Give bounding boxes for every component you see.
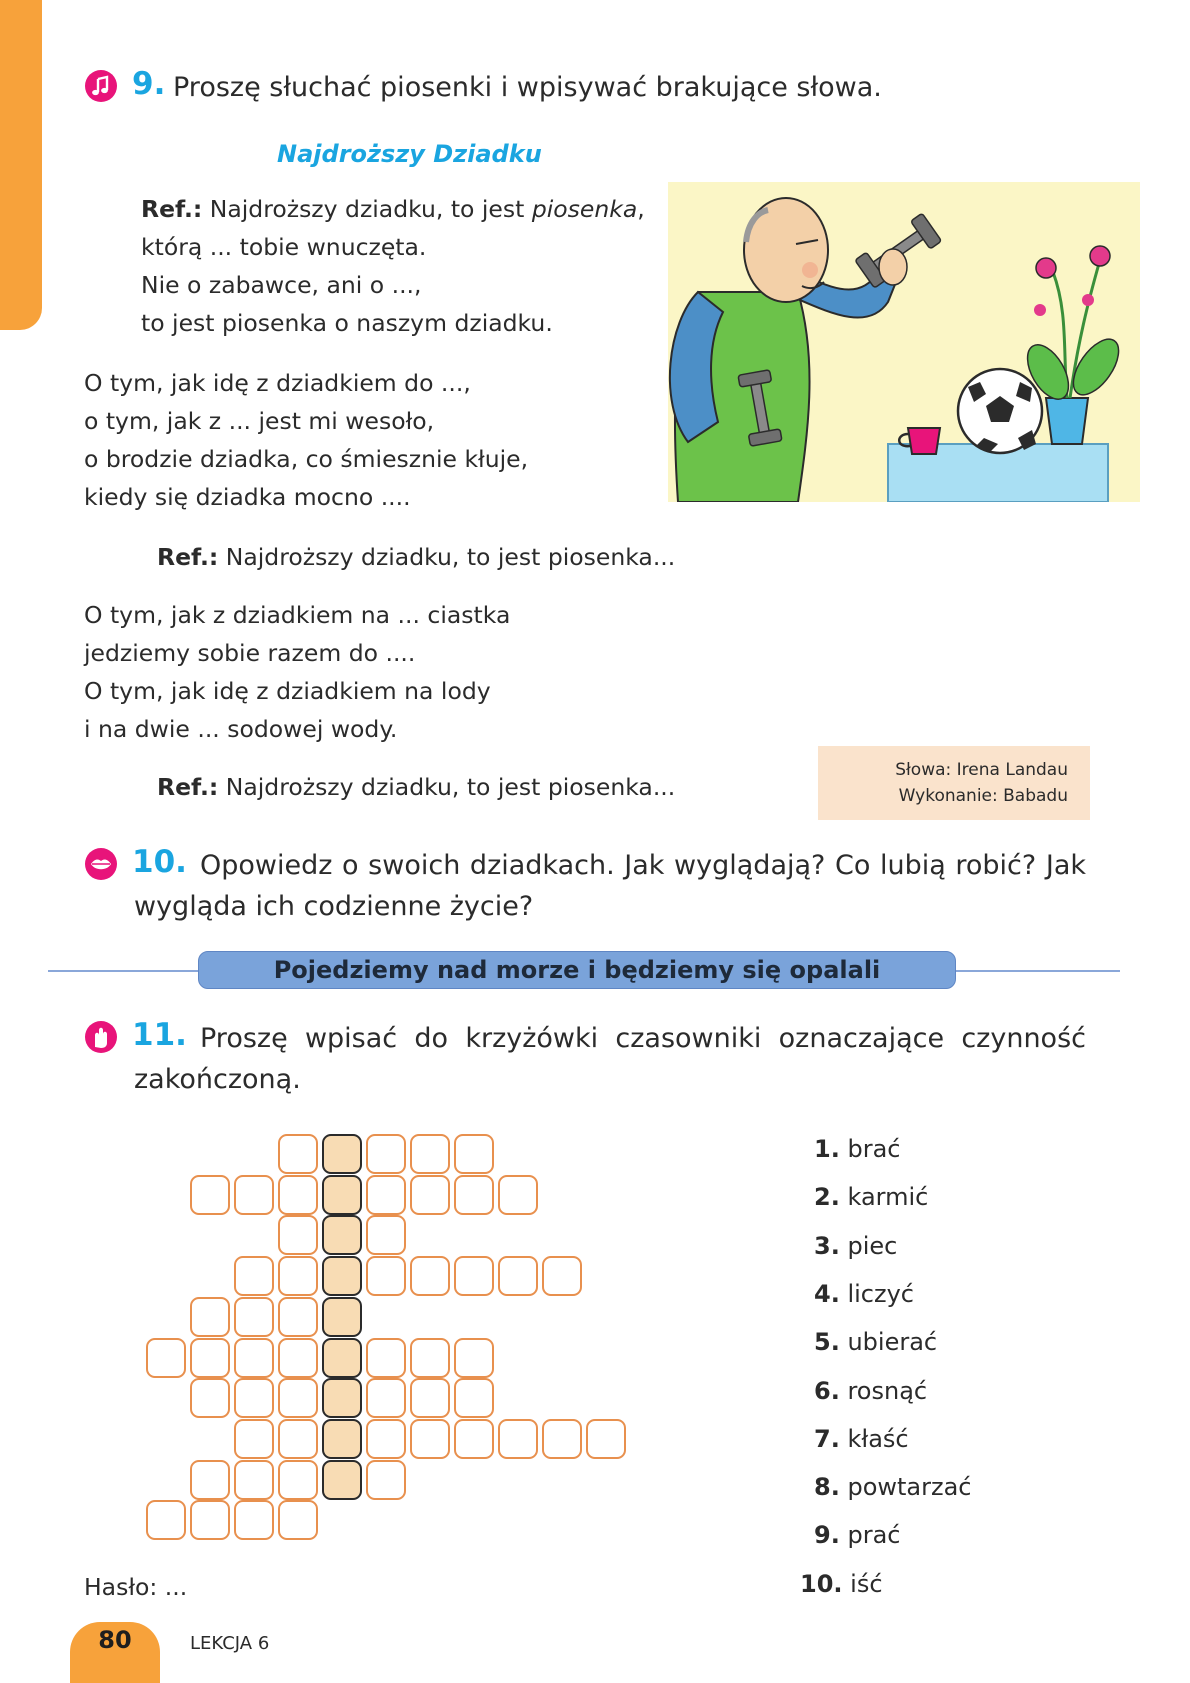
crossword-cell[interactable] xyxy=(278,1215,318,1255)
crossword-key-cell[interactable] xyxy=(322,1134,362,1174)
crossword-key-cell[interactable] xyxy=(322,1256,362,1296)
clue-word: liczyć xyxy=(847,1279,914,1308)
clue-word: powtarzać xyxy=(847,1473,972,1502)
crossword-cell[interactable] xyxy=(278,1297,318,1337)
crossword-cell[interactable] xyxy=(278,1134,318,1174)
crossword-cell[interactable] xyxy=(234,1297,274,1337)
lips-icon xyxy=(85,848,117,880)
crossword-cell[interactable] xyxy=(454,1419,494,1459)
crossword-cell[interactable] xyxy=(366,1460,406,1500)
crossword-cell[interactable] xyxy=(234,1338,274,1378)
song-title: Najdroższy Dziadku xyxy=(277,140,542,168)
side-tab xyxy=(0,0,42,330)
crossword-cell[interactable] xyxy=(278,1175,318,1215)
clue-item xyxy=(814,1327,937,1357)
verse-2-line: O tym, jak idę z dziadkiem na lody xyxy=(84,677,491,705)
lesson-label: LEKCJA 6 xyxy=(190,1633,270,1654)
exercise-10-number: 10. xyxy=(132,844,187,880)
crossword-cell[interactable] xyxy=(366,1175,406,1215)
crossword-cell[interactable] xyxy=(278,1338,318,1378)
verse-2-line: i na dwie ... sodowej wody. xyxy=(84,715,398,743)
crossword-key-cell[interactable] xyxy=(322,1460,362,1500)
clue-number: 3. xyxy=(814,1231,840,1260)
clue-item xyxy=(814,1231,897,1261)
crossword-cell[interactable] xyxy=(234,1419,274,1459)
refrain-line-2: którą ... tobie wnuczęta. xyxy=(141,233,427,261)
clue-item xyxy=(814,1424,909,1454)
crossword-cell[interactable] xyxy=(542,1419,582,1459)
clue-item xyxy=(814,1182,928,1212)
exercise-9-number: 9. xyxy=(132,66,166,102)
crossword-cell[interactable] xyxy=(454,1338,494,1378)
clue-word: ubierać xyxy=(847,1328,938,1357)
clue-word: brać xyxy=(847,1135,901,1163)
clue-number: 7. xyxy=(814,1424,840,1453)
crossword-cell[interactable] xyxy=(454,1256,494,1296)
crossword-cell[interactable] xyxy=(190,1297,230,1337)
clue-number: 9. xyxy=(814,1521,840,1550)
clue-number: 10. xyxy=(800,1569,843,1598)
crossword-cell[interactable] xyxy=(234,1175,274,1215)
crossword-cell[interactable] xyxy=(410,1419,450,1459)
crossword-key-cell[interactable] xyxy=(322,1297,362,1337)
crossword-cell[interactable] xyxy=(410,1256,450,1296)
refrain-short-1: Ref.: Najdroższy dziadku, to jest piosenka... xyxy=(157,543,676,571)
crossword-cell[interactable] xyxy=(586,1419,626,1459)
crossword-clues xyxy=(800,1134,1074,1598)
crossword-cell[interactable] xyxy=(410,1338,450,1378)
clue-word: kłaść xyxy=(847,1424,909,1453)
clue-number: 4. xyxy=(814,1279,840,1308)
crossword-cell[interactable] xyxy=(410,1175,450,1215)
refrain-line-4: to jest piosenka o naszym dziadku. xyxy=(141,309,553,337)
credits-performance: Wykonanie: Babadu xyxy=(898,786,1068,806)
crossword-cell[interactable] xyxy=(278,1378,318,1418)
exercise-11-instruction-line-2: zakończoną. xyxy=(134,1064,301,1095)
clue-number: 6. xyxy=(814,1376,840,1405)
credits-words: Słowa: Irena Landau xyxy=(895,760,1068,780)
clue-number: 5. xyxy=(814,1328,840,1357)
clue-word: prać xyxy=(847,1521,901,1550)
song-credits xyxy=(818,746,1090,820)
crossword-cell[interactable] xyxy=(498,1256,538,1296)
clue-item xyxy=(814,1376,927,1406)
crossword-cell[interactable] xyxy=(454,1175,494,1215)
crossword-cell[interactable] xyxy=(410,1378,450,1418)
crossword-key-cell[interactable] xyxy=(322,1419,362,1459)
crossword-cell[interactable] xyxy=(278,1460,318,1500)
crossword-key-cell[interactable] xyxy=(322,1338,362,1378)
crossword-cell[interactable] xyxy=(234,1500,274,1540)
crossword-cell[interactable] xyxy=(366,1378,406,1418)
music-note-icon xyxy=(85,70,117,102)
exercise-11-instruction-line-1: Proszę wpisać do krzyżówki czasowniki oznaczające czynność xyxy=(200,1023,1086,1054)
exercise-11-number: 11. xyxy=(132,1017,187,1053)
clue-word: piec xyxy=(847,1231,898,1260)
refrain-line-1: Ref.: Najdroższy dziadku, to jest piosenka, xyxy=(141,195,645,223)
refrain-line-3: Nie o zabawce, ani o ..., xyxy=(141,271,422,299)
refrain-short-2: Ref.: Najdroższy dziadku, to jest piosenka... xyxy=(157,773,676,801)
crossword-cell[interactable] xyxy=(366,1338,406,1378)
clue-item xyxy=(814,1520,900,1550)
clue-number: 8. xyxy=(814,1473,840,1502)
exercise-10-instruction-line-1: Opowiedz o swoich dziadkach. Jak wyglądają? Co lubią robić? Jak xyxy=(200,850,1086,881)
crossword-cell[interactable] xyxy=(454,1378,494,1418)
password-label: Hasło: ... xyxy=(84,1573,188,1601)
crossword-cell[interactable] xyxy=(190,1378,230,1418)
clue-item xyxy=(814,1472,972,1502)
verse-2-line: O tym, jak z dziadkiem na ... ciastka xyxy=(84,601,511,629)
crossword-cell[interactable] xyxy=(454,1134,494,1174)
clue-word: iść xyxy=(850,1569,883,1598)
crossword-cell[interactable] xyxy=(190,1175,230,1215)
crossword-key-cell[interactable] xyxy=(322,1215,362,1255)
crossword-cell[interactable] xyxy=(146,1500,186,1540)
clue-number: 1. xyxy=(814,1135,840,1163)
crossword-cell[interactable] xyxy=(278,1419,318,1459)
crossword-cell[interactable] xyxy=(366,1134,406,1174)
crossword-cell[interactable] xyxy=(542,1256,582,1296)
clue-number: 2. xyxy=(814,1183,840,1212)
crossword-cell[interactable] xyxy=(366,1419,406,1459)
crossword-cell[interactable] xyxy=(278,1500,318,1540)
clue-word: rosnąć xyxy=(847,1376,928,1405)
section-banner: Pojedziemy nad morze i będziemy się opalali xyxy=(198,951,956,989)
crossword-cell[interactable] xyxy=(410,1134,450,1174)
verse-1-line: o tym, jak z ... jest mi wesoło, xyxy=(84,407,435,435)
clue-item xyxy=(814,1134,900,1164)
crossword-cell[interactable] xyxy=(366,1215,406,1255)
verse-1-line: kiedy się dziadka mocno .... xyxy=(84,483,411,511)
crossword-cell[interactable] xyxy=(190,1338,230,1378)
crossword-key-cell[interactable] xyxy=(322,1378,362,1418)
exercise-9-instruction: Proszę słuchać piosenki i wpisywać brakujące słowa. xyxy=(173,72,882,103)
crossword-cell[interactable] xyxy=(234,1378,274,1418)
clue-item xyxy=(800,1569,883,1599)
crossword-cell[interactable] xyxy=(278,1256,318,1296)
verse-1-line: O tym, jak idę z dziadkiem do ..., xyxy=(84,369,471,397)
grandfather-illustration xyxy=(668,182,1140,502)
crossword-cell[interactable] xyxy=(498,1175,538,1215)
crossword-cell[interactable] xyxy=(234,1460,274,1500)
crossword-grid xyxy=(146,1134,636,1546)
hand-icon xyxy=(85,1021,117,1053)
crossword-cell[interactable] xyxy=(190,1500,230,1540)
crossword-cell[interactable] xyxy=(366,1256,406,1296)
crossword-key-cell[interactable] xyxy=(322,1175,362,1215)
crossword-cell[interactable] xyxy=(190,1460,230,1500)
exercise-10-instruction-line-2: wygląda ich codzienne życie? xyxy=(134,891,534,922)
crossword-cell[interactable] xyxy=(498,1419,538,1459)
clue-item xyxy=(814,1279,914,1309)
verse-1-line: o brodzie dziadka, co śmiesznie kłuje, xyxy=(84,445,529,473)
clue-word: karmić xyxy=(847,1183,929,1212)
crossword-cell[interactable] xyxy=(146,1338,186,1378)
page-number: 80 xyxy=(98,1626,132,1654)
crossword-cell[interactable] xyxy=(234,1256,274,1296)
verse-2-line: jedziemy sobie razem do .... xyxy=(84,639,416,667)
